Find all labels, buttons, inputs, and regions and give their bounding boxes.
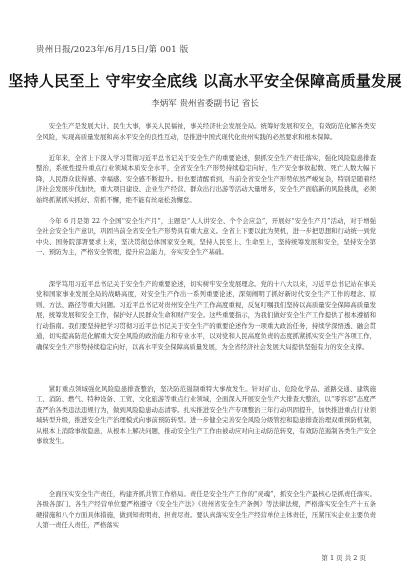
paragraph: 深学笃用习近平总书记关于安全生产的重要论述，切实树牢安全发展理念。党的十八大以来，习近平总书记站在事关党和国家事业发展全局的战略高度，对安全生产作出一系列重要论述，深刻阐明了抓好新时代安全生产工作的理念、原则、方法、路径等重大问题。习近平总书记对贵州安全生产工作高度重视，反复叮嘱我们坚持以高质量安全保障高质量发展，统筹发展和安全工作，保护好人民群众生命和财产安全。这些重要指示，为我们做好安全生产工作提供了根本遵循和行动指南。我们要坚持把学习贯彻习近平总书记关于安全生产的重要论述作为一项重大政治任务，持续学深悟透、融会贯通，切实提高防范化解重大安全风险的政治能力和专业水平，以对党和人民高度负责的态度抓紧抓实安全生产各项工作，确保安全生产形势持续稳定向好，以高水平安全保障高质量发展，为全省经济社会发展大局提供坚强有力的安全支撑。: [36, 279, 376, 351]
paragraph: 近年来，全省上下深入学习贯彻习近平总书记关于安全生产的重要论述，狠抓安全生产责任落实，强化风险隐患排查整治，系统性提升重点行业领域本质安全水平，全省安全生产形势持续稳定向好，生产安全事故起数、死亡人数大幅下降，人民群众获得感、幸福感、安全感不断提升。但也要清醒看到，当前全省安全生产形势依然严峻复杂，特别是随着经济社会发展步伐加快，重大项目建设、企业生产经营、群众出行出游等活动大量增多，安全生产面临新的风险挑战，必须始终抓紧抓实抓好、常抓不懈，绝不能有丝毫松劲懈怠。: [36, 153, 376, 204]
page-number: 第 1 页 共 2 页: [321, 554, 366, 562]
paragraph: 紧盯重点领域强化风险隐患排查整治，坚决防范遏制重特大事故发生。针对矿山、危险化学品、道路交通、建筑施工、消防、燃气、特种设备、工贸、文化旅游等重点行业领域，全面深入开展安全生产大排查大整治，以“零容忍”态度严查严治各类违法违规行为，做到风险隐患动态清零。扎实推进安全生产专项整治三年行动巩固提升，加快推进重点行业领域转型升级，推进安全生产治理模式向事前预防转型。进一步健全完善安全风险分级管控和隐患排查治理双重预防机制，从根本上消除事故隐患，从根本上解决问题，推动安全生产工作由被动应对向主动防范转变，有效防范遏制各类生产安全事故发生。: [36, 384, 376, 445]
article-author: 李炳军 贵州省委副书记 省长: [151, 99, 259, 109]
paragraph: 今年 6 月是第 22 个全国“安全生产月”，主题是“人人讲安全、个个会应急”，开展好“安全生产月”活动，对于增强全社会安全生产意识，巩固当前全省安全生产形势具有重大意义。全省上下要以此为契机，进一步把思想和行动统一到党中央、国务院部署要求上来，坚决贯彻总体国家安全观，坚持人民至上、生命至上，坚持统筹发展和安全，坚持安全第一、预防为主，严格安全管理，提升应急能力，夯实安全生产基础。: [36, 216, 376, 256]
article-body: [36, 121, 376, 541]
newspaper-header: 贵州日报/2023年/6月/15日/第 001 版: [36, 45, 189, 55]
article-title: 坚持人民至上 守牢安全底线 以高水平安全保障高质量发展: [8, 72, 402, 90]
paragraph: 全面压实安全生产责任，构建齐抓共管工作格局。责任是安全生产工作的“灵魂”，抓安全生产最核心是抓责任落实。各级各部门、各生产经营单位要严格遵守《安全生产法》《贵州省安全生产条例》等法律法规，严格落实安全生产十五条硬措施和八个方面具体措施，做到知责明责、担责尽责。要认真落实安全生产经营单位主体责任，压紧压实企业主要负责人第一责任人责任，严格落实: [36, 489, 376, 529]
paragraph: 安全生产是发展大计、民生大事，事关人民福祉，事关经济社会发展全局。统筹好发展和安全，有效防范化解各类安全风险，实现高质量发展和高水平安全的良性互动，是推进中国式现代化贵州实践的必然要求和根本保障。: [36, 122, 376, 141]
